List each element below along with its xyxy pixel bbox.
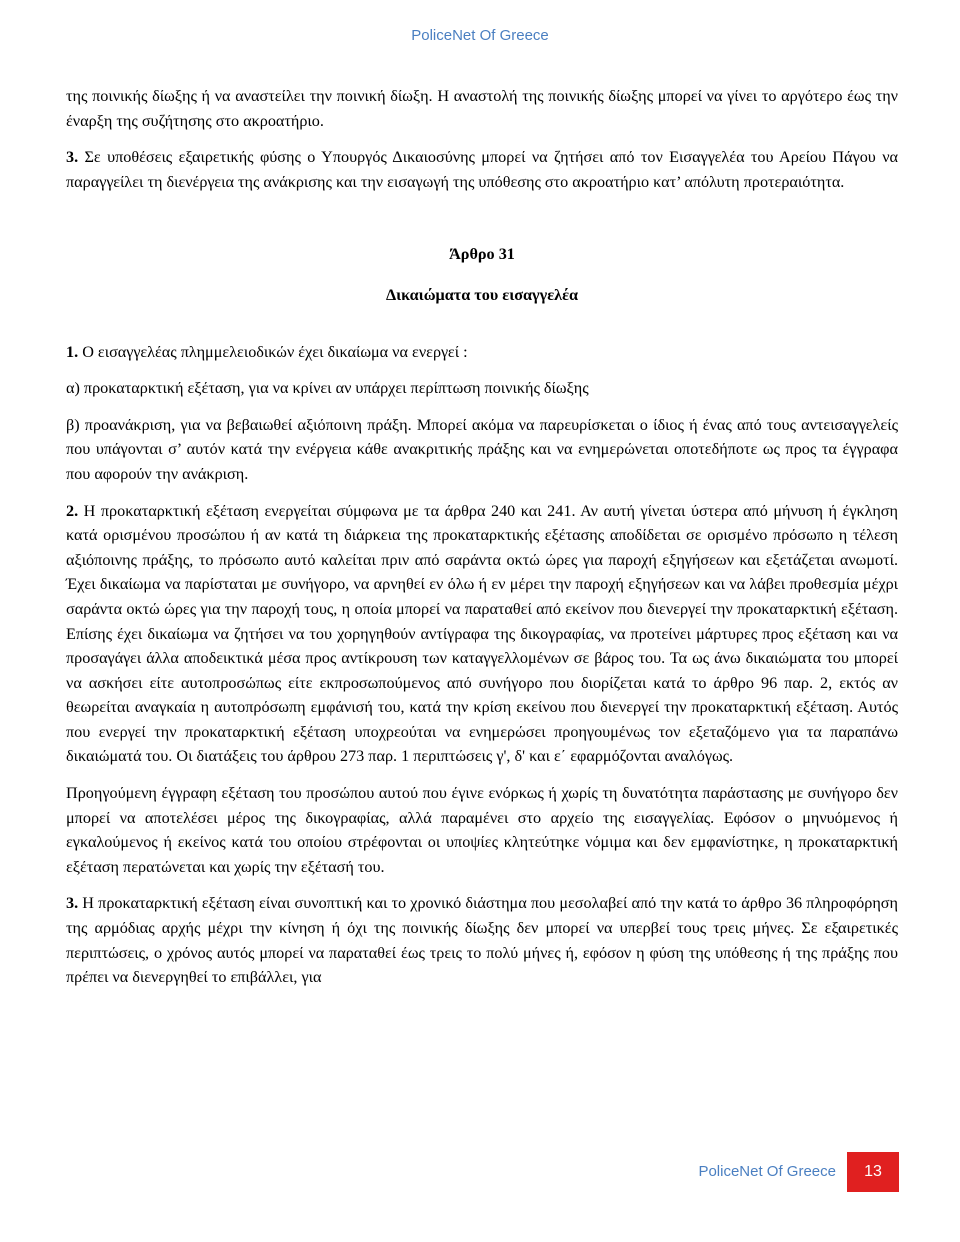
item-number: 3. [66, 148, 79, 167]
article-subtitle: Δικαιώματα του εισαγγελέα [385, 285, 579, 304]
paragraph-text: Η προκαταρκτική εξέταση ενεργείται σύμφωνα με τα άρθρα 240 και 241. Αν αυτή γίνεται ύστερα από μήνυση ή έγκληση κατά ορισμένου προσώπου ή αν κατά τη διάρκεια της προκαταρκτικής εξέτασης αποδίδεται σε ορισμένο πρόσωπο η τέλεση αξιόποινης πράξης, το πρόσωπο αυτό καλείται πριν από σαράντα οκτώ ώρες για παροχή εξηγήσεων και εξετάζεται ανωμοτί. Έχει δικαίωμα να παρίσταται με συνήγορο, να αρνηθεί εν όλω ή εν μέρει την παροχή εξηγήσεων και να λάβει προθεσμία μέχρι σαράντα οκτώ ώρες για την παροχή τους, η οποία μπορεί να παραταθεί από εκείνον που διενεργεί την προκαταρκτική εξέταση. Επίσης έχει δικαίωμα να ζητήσει να του χορηγηθούν αντίγραφα της δικογραφίας, να προτείνει μάρτυρες προς εξέταση και να προσαγάγει άλλα αποδεικτικά μέσα προς αντίκρουση των καταγγελλομένων σε βάρος του. Τα ως άνω δικαιώματα του μπορεί να ασκήσει είτε αυτοπροσώπως είτε εκπροσωπούμενος από συνήγορο που διορίζεται κατά το άρθρο 96 παρ. 2, εκτός αν θεωρείται αναγκαία η αυτοπρόσωπη εμφάνισή του, κατά την κρίση εκείνου που διενεργεί την προκαταρκτική εξέταση. Αυτός που ενεργεί την προκαταρκτική εξέταση υποχρεούται να ενημερώσει προηγουμένως τον εξεταζόμενο για τα παραπάνω δικαιώματά του. Οι διατάξεις του άρθρου 273 παρ. 1 περιπτώσεις γ', δ' και ε΄ εφαρμόζονται αναλόγως. [66, 501, 898, 766]
item-number: 2. [66, 501, 79, 520]
paragraph-subitem-alpha: α) προκαταρκτική εξέταση, για να κρίνει αν υπάρχει περίπτωση ποινικής δίωξης [66, 379, 589, 398]
paragraph-item-1 [66, 340, 898, 365]
paragraph-item-2-continuation: Προηγούμενη έγγραφη εξέταση του προσώπου αυτού που έγινε ενόρκως ή χωρίς τη δυνατότητα παράστασης με συνήγορο δεν μπορεί να αποτελέσει μέρος της δικογραφίας, αλλά παραμένει στο αρχείο της εισαγγελίας. Εφόσον ο μηνυόμενος ή εγκαλούμενος ή εκείνος κατά του οποίου στρέφονται οι υποψίες κλητεύτηκε νόμιμα και δεν εμφανίστηκε, η προκαταρκτική εξέταση περατώνεται και χωρίς την εξέτασή του. [66, 784, 898, 876]
paragraph-text: Ο εισαγγελέας πλημμελειοδικών έχει δικαίωμα να ενεργεί : [78, 342, 468, 361]
article-title: Άρθρο 31 [449, 245, 515, 264]
document-body [66, 84, 898, 990]
page-number-badge: 13 [847, 1152, 899, 1192]
paragraph-text: Σε υποθέσεις εξαιρετικής φύσης ο Υπουργός Δικαιοσύνης μπορεί να ζητήσει από τον Εισαγγελέα του Αρείου Πάγου να παραγγείλει τη διενέργεια της ανάκρισης και την εισαγωγή της υπόθεσης στο ακροατήριο κατ’ απόλυτη προτεραιότητα. [66, 148, 898, 191]
footer-brand: PoliceNet Of Greece [698, 1163, 836, 1180]
page-header: PoliceNet Of Greece [411, 27, 549, 44]
item-number: 3. [66, 894, 79, 913]
page-footer [0, 1152, 960, 1192]
paragraph-continuation: της ποινικής δίωξης ή να αναστείλει την ποινική δίωξη. Η αναστολή της ποινικής δίωξης μπορεί να γίνει το αργότερο έως την έναρξη της συζήτησης στο ακροατήριο. [66, 87, 898, 130]
paragraph-item-3b [66, 891, 898, 989]
item-number: 1. [66, 342, 79, 361]
paragraph-item-2 [66, 499, 898, 770]
paragraph-subitem-beta: β) προανάκριση, για να βεβαιωθεί αξιόποινη πράξη. Μπορεί ακόμα να παρευρίσκεται ο ίδιος ή ένας από τους αντεισαγγελείς που υπάγονται σ’ αυτόν κατά την ενέργεια κάθε ανακριτικής πράξης και να ενημερώνεται οποτεδήποτε ως προς τα έγγραφα που αφορούν την ανάκριση. [66, 415, 898, 483]
paragraph-item-3 [66, 145, 898, 194]
paragraph-text: Η προκαταρκτική εξέταση είναι συνοπτική και το χρονικό διάστημα που μεσολαβεί από την κατά το άρθρο 36 πληροφόρηση της αρμόδιας αρχής μέχρι την κίνηση ή όχι της ποινικής δίωξης δεν μπορεί να υπερβεί τους τρεις μήνες. Σε εξαιρετικές περιπτώσεις, ο χρόνος αυτός μπορεί να παραταθεί έως τρεις το πολύ μήνες ή, εφόσον η φύση της υπόθεσης ή της πράξης που πρέπει να διενεργηθεί το επιβάλλει, για [66, 894, 898, 987]
